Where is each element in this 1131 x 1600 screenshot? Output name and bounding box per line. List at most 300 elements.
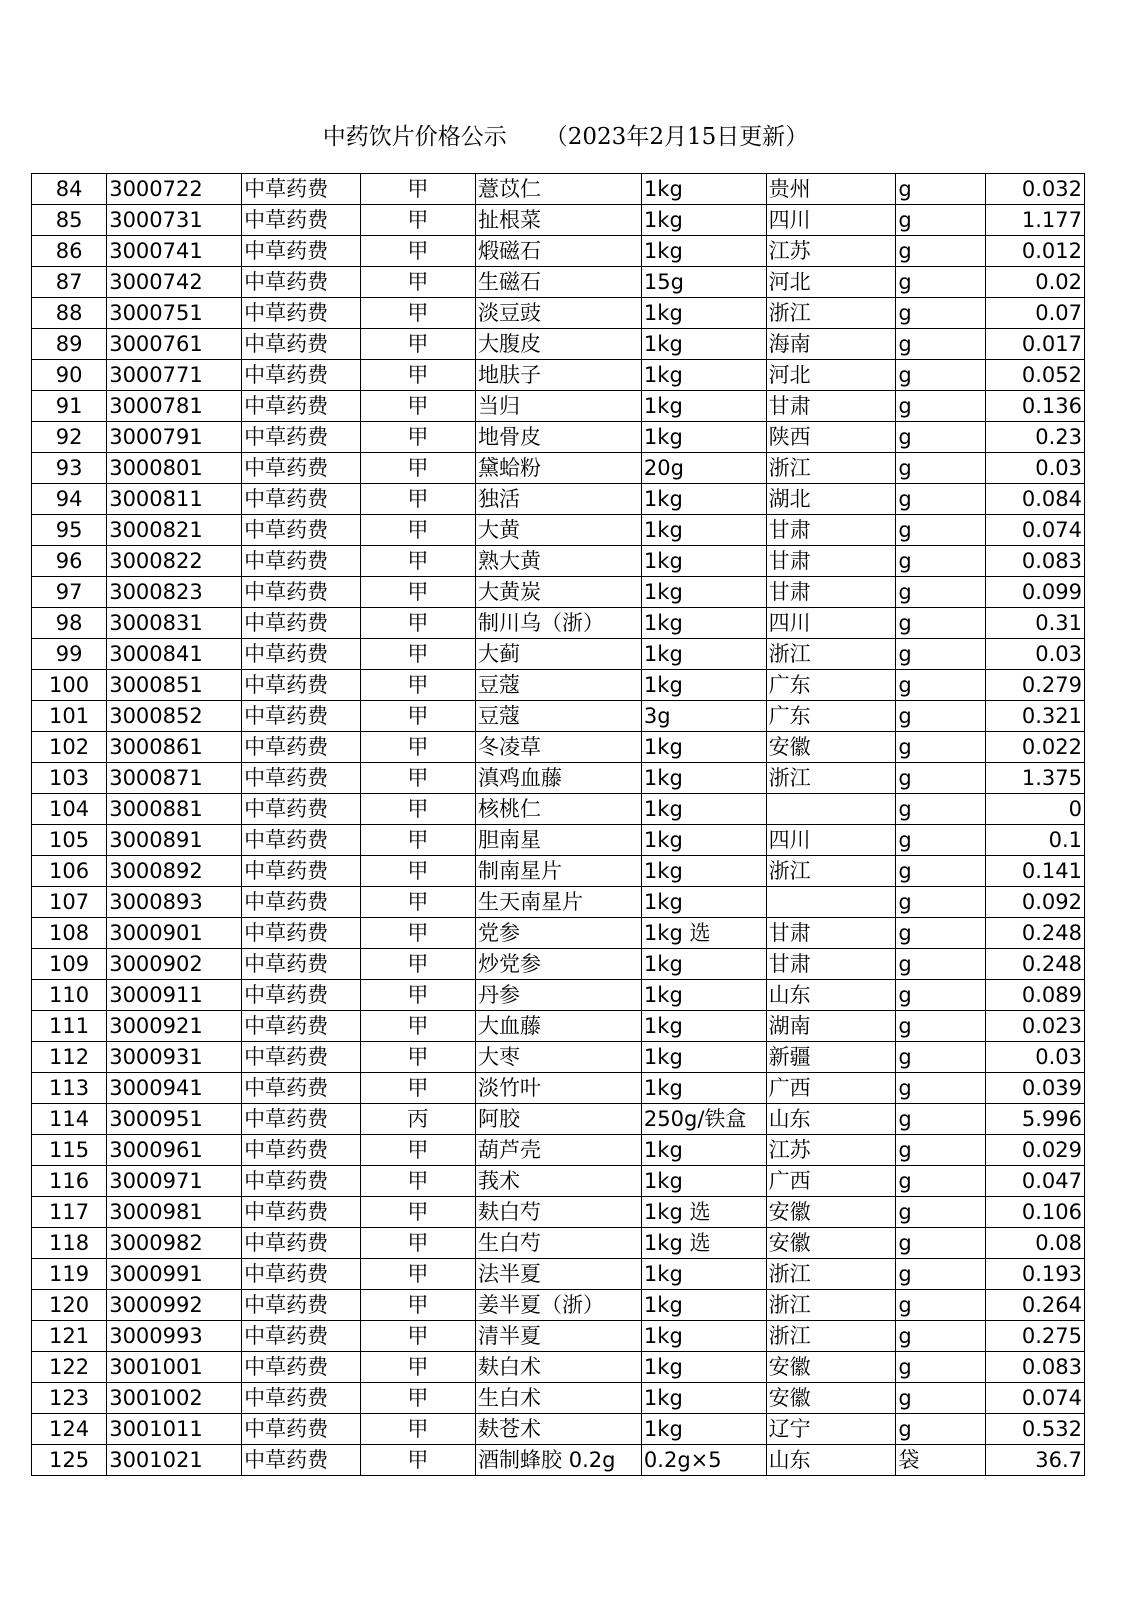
- unit-cell: g: [896, 484, 986, 515]
- table-row: [32, 1383, 1085, 1414]
- grade-cell: 甲: [360, 887, 475, 918]
- seq-cell: 125: [32, 1445, 107, 1476]
- unit-cell: g: [896, 639, 986, 670]
- price-cell: 0.106: [986, 1197, 1085, 1228]
- code-cell: 3000822: [107, 546, 242, 577]
- table-row: [32, 515, 1085, 546]
- origin-cell: 广西: [766, 1166, 896, 1197]
- category-cell: 中草药费: [242, 918, 360, 949]
- code-cell: 3000741: [107, 236, 242, 267]
- spec-cell: 1kg: [641, 732, 766, 763]
- table-row: [32, 608, 1085, 639]
- spec-cell: 1kg: [641, 515, 766, 546]
- code-cell: 3000893: [107, 887, 242, 918]
- seq-cell: 85: [32, 205, 107, 236]
- price-cell: 0.141: [986, 856, 1085, 887]
- origin-cell: 江苏: [766, 1135, 896, 1166]
- table-row: [32, 639, 1085, 670]
- seq-cell: 122: [32, 1352, 107, 1383]
- spec-cell: 1kg 选: [641, 1228, 766, 1259]
- drug-name-cell: 清半夏: [476, 1321, 642, 1352]
- unit-cell: g: [896, 608, 986, 639]
- seq-cell: 98: [32, 608, 107, 639]
- price-cell: 5.996: [986, 1104, 1085, 1135]
- code-cell: 3000742: [107, 267, 242, 298]
- spec-cell: 1kg: [641, 391, 766, 422]
- price-cell: 0.029: [986, 1135, 1085, 1166]
- spec-cell: 1kg: [641, 1414, 766, 1445]
- code-cell: 3000941: [107, 1073, 242, 1104]
- table-row: [32, 1135, 1085, 1166]
- table-row: [32, 1104, 1085, 1135]
- seq-cell: 89: [32, 329, 107, 360]
- code-cell: 3000852: [107, 701, 242, 732]
- unit-cell: g: [896, 732, 986, 763]
- unit-cell: g: [896, 205, 986, 236]
- origin-cell: 山东: [766, 1445, 896, 1476]
- table-row: [32, 1352, 1085, 1383]
- origin-cell: 浙江: [766, 856, 896, 887]
- price-cell: 0.092: [986, 887, 1085, 918]
- spec-cell: 1kg: [641, 1135, 766, 1166]
- seq-cell: 88: [32, 298, 107, 329]
- origin-cell: 安徽: [766, 1228, 896, 1259]
- spec-cell: 1kg: [641, 1166, 766, 1197]
- price-cell: 0.022: [986, 732, 1085, 763]
- seq-cell: 84: [32, 174, 107, 205]
- price-cell: 0.012: [986, 236, 1085, 267]
- unit-cell: g: [896, 918, 986, 949]
- category-cell: 中草药费: [242, 1073, 360, 1104]
- price-cell: 0.03: [986, 453, 1085, 484]
- drug-name-cell: 扯根菜: [476, 205, 642, 236]
- price-cell: 1.177: [986, 205, 1085, 236]
- grade-cell: 甲: [360, 1414, 475, 1445]
- grade-cell: 甲: [360, 1073, 475, 1104]
- category-cell: 中草药费: [242, 608, 360, 639]
- table-row: [32, 1259, 1085, 1290]
- seq-cell: 87: [32, 267, 107, 298]
- table-row: [32, 1414, 1085, 1445]
- table-row: [32, 391, 1085, 422]
- seq-cell: 107: [32, 887, 107, 918]
- table-row: [32, 1445, 1085, 1476]
- code-cell: 3000921: [107, 1011, 242, 1042]
- code-cell: 3000722: [107, 174, 242, 205]
- grade-cell: 甲: [360, 732, 475, 763]
- table-row: [32, 453, 1085, 484]
- grade-cell: 甲: [360, 949, 475, 980]
- drug-name-cell: 炒党参: [476, 949, 642, 980]
- origin-cell: 甘肃: [766, 949, 896, 980]
- unit-cell: g: [896, 794, 986, 825]
- grade-cell: 甲: [360, 329, 475, 360]
- drug-name-cell: 核桃仁: [476, 794, 642, 825]
- seq-cell: 116: [32, 1166, 107, 1197]
- price-cell: 0: [986, 794, 1085, 825]
- unit-cell: g: [896, 1414, 986, 1445]
- drug-name-cell: 大腹皮: [476, 329, 642, 360]
- price-cell: 0.074: [986, 515, 1085, 546]
- drug-name-cell: 生天南星片: [476, 887, 642, 918]
- code-cell: 3000751: [107, 298, 242, 329]
- grade-cell: 甲: [360, 1352, 475, 1383]
- category-cell: 中草药费: [242, 205, 360, 236]
- drug-name-cell: 滇鸡血藤: [476, 763, 642, 794]
- code-cell: 3000992: [107, 1290, 242, 1321]
- spec-cell: 1kg: [641, 1383, 766, 1414]
- origin-cell: 安徽: [766, 1352, 896, 1383]
- drug-name-cell: 地肤子: [476, 360, 642, 391]
- drug-name-cell: 生白芍: [476, 1228, 642, 1259]
- code-cell: 3000881: [107, 794, 242, 825]
- code-cell: 3000801: [107, 453, 242, 484]
- unit-cell: g: [896, 670, 986, 701]
- price-cell: 0.07: [986, 298, 1085, 329]
- price-cell: 0.083: [986, 1352, 1085, 1383]
- spec-cell: 1kg: [641, 608, 766, 639]
- spec-cell: 1kg: [641, 1352, 766, 1383]
- unit-cell: g: [896, 887, 986, 918]
- price-cell: 0.052: [986, 360, 1085, 391]
- unit-cell: g: [896, 763, 986, 794]
- origin-cell: 安徽: [766, 1197, 896, 1228]
- spec-cell: 1kg: [641, 1259, 766, 1290]
- drug-name-cell: 酒制蜂胶 0.2g: [476, 1445, 642, 1476]
- table-row: [32, 577, 1085, 608]
- spec-cell: 1kg: [641, 205, 766, 236]
- drug-name-cell: 地骨皮: [476, 422, 642, 453]
- grade-cell: 甲: [360, 608, 475, 639]
- origin-cell: 陕西: [766, 422, 896, 453]
- spec-cell: 1kg: [641, 329, 766, 360]
- category-cell: 中草药费: [242, 298, 360, 329]
- grade-cell: 甲: [360, 422, 475, 453]
- table-row: [32, 422, 1085, 453]
- unit-cell: g: [896, 360, 986, 391]
- drug-name-cell: 麸白芍: [476, 1197, 642, 1228]
- table-row: [32, 918, 1085, 949]
- category-cell: 中草药费: [242, 825, 360, 856]
- unit-cell: g: [896, 267, 986, 298]
- seq-cell: 113: [32, 1073, 107, 1104]
- unit-cell: g: [896, 1011, 986, 1042]
- spec-cell: 1kg: [641, 577, 766, 608]
- code-cell: 3000823: [107, 577, 242, 608]
- table-row: [32, 546, 1085, 577]
- table-row: [32, 298, 1085, 329]
- unit-cell: g: [896, 1228, 986, 1259]
- grade-cell: 甲: [360, 794, 475, 825]
- unit-cell: g: [896, 174, 986, 205]
- table-row: [32, 1011, 1085, 1042]
- spec-cell: 1kg: [641, 236, 766, 267]
- drug-name-cell: 大血藤: [476, 1011, 642, 1042]
- price-cell: 36.7: [986, 1445, 1085, 1476]
- category-cell: 中草药费: [242, 1383, 360, 1414]
- unit-cell: g: [896, 1321, 986, 1352]
- spec-cell: 1kg: [641, 298, 766, 329]
- origin-cell: 甘肃: [766, 546, 896, 577]
- seq-cell: 118: [32, 1228, 107, 1259]
- unit-cell: g: [896, 1383, 986, 1414]
- unit-cell: g: [896, 701, 986, 732]
- price-cell: 0.083: [986, 546, 1085, 577]
- origin-cell: 山东: [766, 1104, 896, 1135]
- unit-cell: 袋: [896, 1445, 986, 1476]
- category-cell: 中草药费: [242, 1197, 360, 1228]
- spec-cell: 1kg: [641, 887, 766, 918]
- table-row: [32, 1073, 1085, 1104]
- code-cell: 3000821: [107, 515, 242, 546]
- grade-cell: 甲: [360, 205, 475, 236]
- category-cell: 中草药费: [242, 1104, 360, 1135]
- price-cell: 0.084: [986, 484, 1085, 515]
- spec-cell: 1kg: [641, 360, 766, 391]
- table-row: [32, 329, 1085, 360]
- code-cell: 3000982: [107, 1228, 242, 1259]
- unit-cell: g: [896, 236, 986, 267]
- table-row: [32, 670, 1085, 701]
- grade-cell: 甲: [360, 1011, 475, 1042]
- table-row: [32, 267, 1085, 298]
- spec-cell: 1kg: [641, 1290, 766, 1321]
- category-cell: 中草药费: [242, 267, 360, 298]
- origin-cell: 贵州: [766, 174, 896, 205]
- unit-cell: g: [896, 577, 986, 608]
- seq-cell: 100: [32, 670, 107, 701]
- drug-name-cell: 姜半夏（浙）: [476, 1290, 642, 1321]
- seq-cell: 119: [32, 1259, 107, 1290]
- code-cell: 3000831: [107, 608, 242, 639]
- origin-cell: 海南: [766, 329, 896, 360]
- grade-cell: 甲: [360, 236, 475, 267]
- spec-cell: 250g/铁盒: [641, 1104, 766, 1135]
- seq-cell: 93: [32, 453, 107, 484]
- spec-cell: 1kg: [641, 422, 766, 453]
- price-cell: 0.047: [986, 1166, 1085, 1197]
- spec-cell: 20g: [641, 453, 766, 484]
- grade-cell: 甲: [360, 1383, 475, 1414]
- drug-name-cell: 葫芦壳: [476, 1135, 642, 1166]
- code-cell: 3001011: [107, 1414, 242, 1445]
- unit-cell: g: [896, 1104, 986, 1135]
- seq-cell: 123: [32, 1383, 107, 1414]
- price-cell: 0.193: [986, 1259, 1085, 1290]
- table-row: [32, 205, 1085, 236]
- origin-cell: 安徽: [766, 1383, 896, 1414]
- table-row: [32, 360, 1085, 391]
- seq-cell: 103: [32, 763, 107, 794]
- spec-cell: 1kg: [641, 980, 766, 1011]
- code-cell: 3000961: [107, 1135, 242, 1166]
- price-cell: 0.039: [986, 1073, 1085, 1104]
- category-cell: 中草药费: [242, 980, 360, 1011]
- category-cell: 中草药费: [242, 1166, 360, 1197]
- table-row: [32, 1321, 1085, 1352]
- category-cell: 中草药费: [242, 763, 360, 794]
- seq-cell: 94: [32, 484, 107, 515]
- seq-cell: 117: [32, 1197, 107, 1228]
- seq-cell: 108: [32, 918, 107, 949]
- category-cell: 中草药费: [242, 949, 360, 980]
- unit-cell: g: [896, 391, 986, 422]
- code-cell: 3000902: [107, 949, 242, 980]
- origin-cell: 浙江: [766, 639, 896, 670]
- price-cell: 0.23: [986, 422, 1085, 453]
- spec-cell: 1kg: [641, 484, 766, 515]
- spec-cell: 1kg: [641, 670, 766, 701]
- seq-cell: 91: [32, 391, 107, 422]
- unit-cell: g: [896, 422, 986, 453]
- price-cell: 0.136: [986, 391, 1085, 422]
- category-cell: 中草药费: [242, 484, 360, 515]
- spec-cell: 3g: [641, 701, 766, 732]
- grade-cell: 甲: [360, 1259, 475, 1290]
- grade-cell: 甲: [360, 1321, 475, 1352]
- drug-name-cell: 黛蛤粉: [476, 453, 642, 484]
- origin-cell: 广东: [766, 701, 896, 732]
- category-cell: 中草药费: [242, 670, 360, 701]
- drug-name-cell: 豆蔻: [476, 670, 642, 701]
- unit-cell: g: [896, 1290, 986, 1321]
- unit-cell: g: [896, 515, 986, 546]
- table-row: [32, 484, 1085, 515]
- seq-cell: 111: [32, 1011, 107, 1042]
- price-cell: 0.074: [986, 1383, 1085, 1414]
- table-row: [32, 1166, 1085, 1197]
- spec-cell: 1kg: [641, 1073, 766, 1104]
- origin-cell: 甘肃: [766, 577, 896, 608]
- spec-cell: 1kg: [641, 1321, 766, 1352]
- table-row: [32, 174, 1085, 205]
- origin-cell: 河北: [766, 267, 896, 298]
- unit-cell: g: [896, 1352, 986, 1383]
- category-cell: 中草药费: [242, 732, 360, 763]
- price-cell: 1.375: [986, 763, 1085, 794]
- category-cell: 中草药费: [242, 639, 360, 670]
- origin-cell: [766, 794, 896, 825]
- table-row: [32, 887, 1085, 918]
- unit-cell: g: [896, 980, 986, 1011]
- grade-cell: 甲: [360, 825, 475, 856]
- grade-cell: 甲: [360, 484, 475, 515]
- category-cell: 中草药费: [242, 856, 360, 887]
- code-cell: 3000781: [107, 391, 242, 422]
- seq-cell: 104: [32, 794, 107, 825]
- origin-cell: [766, 887, 896, 918]
- drug-name-cell: 大枣: [476, 1042, 642, 1073]
- spec-cell: 1kg: [641, 639, 766, 670]
- grade-cell: 甲: [360, 670, 475, 701]
- price-cell: 0.264: [986, 1290, 1085, 1321]
- spec-cell: 1kg: [641, 856, 766, 887]
- category-cell: 中草药费: [242, 1259, 360, 1290]
- grade-cell: 甲: [360, 298, 475, 329]
- grade-cell: 甲: [360, 1042, 475, 1073]
- grade-cell: 甲: [360, 1228, 475, 1259]
- grade-cell: 甲: [360, 577, 475, 608]
- price-cell: 0.248: [986, 918, 1085, 949]
- table-row: [32, 980, 1085, 1011]
- origin-cell: 四川: [766, 608, 896, 639]
- drug-name-cell: 制南星片: [476, 856, 642, 887]
- category-cell: 中草药费: [242, 794, 360, 825]
- price-cell: 0.08: [986, 1228, 1085, 1259]
- code-cell: 3000771: [107, 360, 242, 391]
- price-cell: 0.089: [986, 980, 1085, 1011]
- grade-cell: 丙: [360, 1104, 475, 1135]
- spec-cell: 1kg: [641, 949, 766, 980]
- drug-name-cell: 淡竹叶: [476, 1073, 642, 1104]
- code-cell: 3000901: [107, 918, 242, 949]
- seq-cell: 105: [32, 825, 107, 856]
- category-cell: 中草药费: [242, 1228, 360, 1259]
- seq-cell: 99: [32, 639, 107, 670]
- origin-cell: 浙江: [766, 1290, 896, 1321]
- spec-cell: 15g: [641, 267, 766, 298]
- unit-cell: g: [896, 949, 986, 980]
- spec-cell: 1kg: [641, 1042, 766, 1073]
- table-row: [32, 1228, 1085, 1259]
- seq-cell: 115: [32, 1135, 107, 1166]
- price-cell: 0.275: [986, 1321, 1085, 1352]
- origin-cell: 新疆: [766, 1042, 896, 1073]
- unit-cell: g: [896, 1073, 986, 1104]
- price-cell: 0.279: [986, 670, 1085, 701]
- category-cell: 中草药费: [242, 577, 360, 608]
- seq-cell: 121: [32, 1321, 107, 1352]
- seq-cell: 96: [32, 546, 107, 577]
- update-note: （2023年2月15日更新）: [544, 124, 809, 150]
- grade-cell: 甲: [360, 1290, 475, 1321]
- origin-cell: 江苏: [766, 236, 896, 267]
- grade-cell: 甲: [360, 1445, 475, 1476]
- drug-name-cell: 莪术: [476, 1166, 642, 1197]
- code-cell: 3000931: [107, 1042, 242, 1073]
- drug-name-cell: 冬凌草: [476, 732, 642, 763]
- price-cell: 0.099: [986, 577, 1085, 608]
- grade-cell: 甲: [360, 515, 475, 546]
- origin-cell: 广西: [766, 1073, 896, 1104]
- seq-cell: 95: [32, 515, 107, 546]
- price-cell: 0.017: [986, 329, 1085, 360]
- origin-cell: 辽宁: [766, 1414, 896, 1445]
- origin-cell: 湖南: [766, 1011, 896, 1042]
- grade-cell: 甲: [360, 174, 475, 205]
- code-cell: 3001002: [107, 1383, 242, 1414]
- table-row: [32, 1290, 1085, 1321]
- grade-cell: 甲: [360, 918, 475, 949]
- code-cell: 3000851: [107, 670, 242, 701]
- origin-cell: 浙江: [766, 453, 896, 484]
- grade-cell: 甲: [360, 360, 475, 391]
- grade-cell: 甲: [360, 453, 475, 484]
- unit-cell: g: [896, 825, 986, 856]
- drug-name-cell: 制川乌（浙）: [476, 608, 642, 639]
- table-row: [32, 732, 1085, 763]
- price-cell: 0.03: [986, 639, 1085, 670]
- table-row: [32, 763, 1085, 794]
- spec-cell: 1kg 选: [641, 918, 766, 949]
- category-cell: 中草药费: [242, 887, 360, 918]
- origin-cell: 安徽: [766, 732, 896, 763]
- drug-name-cell: 大蓟: [476, 639, 642, 670]
- table-body: [32, 174, 1085, 1476]
- drug-name-cell: 煅磁石: [476, 236, 642, 267]
- code-cell: 3000761: [107, 329, 242, 360]
- seq-cell: 120: [32, 1290, 107, 1321]
